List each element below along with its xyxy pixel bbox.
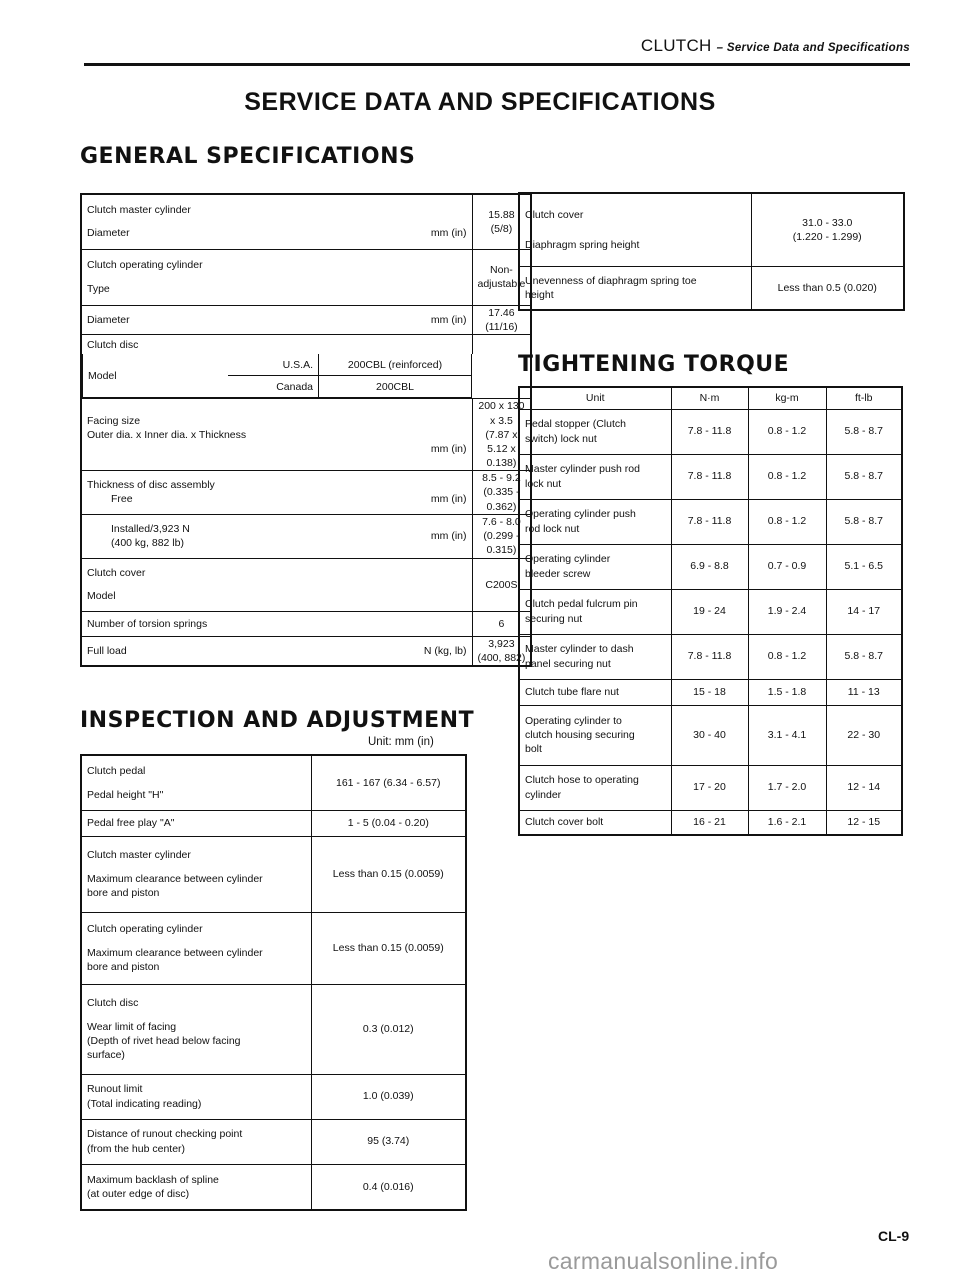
label-line: Operating cylinder push <box>525 508 636 521</box>
column-header: N·m <box>671 387 748 409</box>
torque-item-label <box>519 634 671 679</box>
market-label: Canada <box>228 375 318 397</box>
table-row <box>81 636 531 666</box>
row-label: Outer dia. x Inner dia. x Thickness <box>87 428 247 441</box>
table-row <box>519 454 902 499</box>
table-row <box>81 558 531 611</box>
label-line: Operating cylinder to <box>525 714 622 727</box>
row-label: Diameter <box>87 313 130 326</box>
label-line: Clutch cover bolt <box>525 816 604 829</box>
group-label: Clutch pedal <box>87 764 146 777</box>
torque-value-ftlb: 14 - 17 <box>826 589 902 634</box>
running-header <box>592 36 910 56</box>
value-cell: 95 (3.74) <box>311 1119 466 1164</box>
torque-value-nm: 7.8 - 11.8 <box>671 499 748 544</box>
row-label: Model <box>87 590 116 603</box>
label-line: Operating cylinder <box>525 553 611 566</box>
general-specifications-heading: GENERAL SPECIFICATIONS <box>80 144 416 169</box>
value-line: (7.87 x 5.12 x 0.138) <box>485 428 518 470</box>
group-label: Clutch master cylinder <box>87 848 191 861</box>
label-line: lock nut <box>525 477 562 490</box>
label-line: bleeder screw <box>525 567 591 580</box>
table-row <box>81 912 466 984</box>
header-subtitle: – Service Data and Specifications <box>716 42 910 54</box>
value-cell: 8.5 - 9.2 (0.335 - 0.362) <box>472 471 531 515</box>
label-line: cylinder <box>525 788 562 801</box>
label-line: Clutch hose to operating <box>525 774 639 787</box>
torque-value-nm: 15 - 18 <box>671 679 748 705</box>
torque-value-kgm: 0.8 - 1.2 <box>748 409 826 454</box>
group-label: Clutch operating cylinder <box>87 922 203 935</box>
value-cell: 0.3 (0.012) <box>311 984 466 1074</box>
torque-value-ftlb: 12 - 14 <box>826 765 902 810</box>
table-row <box>81 611 531 636</box>
row-label: bore and piston <box>87 887 160 900</box>
table-row <box>519 544 902 589</box>
page-title: SERVICE DATA AND SPECIFICATIONS <box>244 88 716 116</box>
torque-value-nm: 7.8 - 11.8 <box>671 409 748 454</box>
torque-value-kgm: 1.7 - 2.0 <box>748 765 826 810</box>
torque-value-kgm: 0.7 - 0.9 <box>748 544 826 589</box>
row-label: Number of torsion springs <box>81 611 472 636</box>
value-cell: 15.88 (5/8) <box>472 194 531 249</box>
clutch-cover-table <box>518 192 905 311</box>
header-chapter: CLUTCH <box>640 36 712 55</box>
torque-value-nm: 17 - 20 <box>671 765 748 810</box>
group-label: Clutch cover <box>525 208 584 221</box>
torque-value-kgm: 0.8 - 1.2 <box>748 454 826 499</box>
group-label: Clutch disc <box>87 996 139 1009</box>
value-cell: 1 - 5 (0.04 - 0.20) <box>311 810 466 836</box>
table-row <box>519 634 902 679</box>
torque-value-kgm: 3.1 - 4.1 <box>748 705 826 765</box>
torque-value-kgm: 0.8 - 1.2 <box>748 499 826 544</box>
value-cell: 3,923 (400, 882) <box>472 636 531 666</box>
value-cell: Less than 0.15 (0.0059) <box>311 912 466 984</box>
value-line: 200 x 130 x 3.5 <box>478 400 525 427</box>
unit-label: N (kg, lb) <box>423 644 467 657</box>
tightening-torque-heading: TIGHTENING TORQUE <box>518 352 790 377</box>
table-row <box>81 1074 466 1119</box>
table-row <box>81 194 531 249</box>
table-row <box>519 266 904 310</box>
label-line: Master cylinder push rod <box>525 463 640 476</box>
row-label: Diaphragm spring height <box>525 238 640 251</box>
label-line: clutch housing securing <box>525 728 635 741</box>
market-label: U.S.A. <box>282 358 313 371</box>
torque-item-label <box>519 499 671 544</box>
label-line: bolt <box>525 743 542 756</box>
torque-value-ftlb: 5.8 - 8.7 <box>826 499 902 544</box>
torque-value-ftlb: 5.8 - 8.7 <box>826 634 902 679</box>
row-label: Model <box>88 369 117 382</box>
row-label: (Depth of rivet head below facing <box>87 1035 241 1047</box>
unit-note: Unit: mm (in) <box>368 736 434 748</box>
column-header: kg-m <box>748 387 826 409</box>
value-cell: 7.6 - 8.0 (0.299 - 0.315) <box>472 514 531 558</box>
row-label: Maximum backlash of spline <box>87 1173 219 1186</box>
label-line: securing nut <box>525 612 583 625</box>
value-cell: 200CBL <box>376 380 414 393</box>
row-label: Runout limit <box>87 1083 143 1096</box>
row-label: (at outer edge of disc) <box>87 1187 190 1200</box>
torque-value-ftlb: 11 - 13 <box>826 679 902 705</box>
table-row <box>81 1164 466 1210</box>
torque-item-label <box>519 589 671 634</box>
table-row <box>81 984 466 1074</box>
table-row <box>81 334 531 354</box>
torque-value-nm: 7.8 - 11.8 <box>671 454 748 499</box>
group-label: Clutch cover <box>87 567 146 580</box>
group-label: Clutch operating cylinder <box>87 259 203 272</box>
torque-value-ftlb: 5.8 - 8.7 <box>826 454 902 499</box>
row-label: (from the hub center) <box>87 1142 186 1155</box>
table-row <box>81 471 531 515</box>
row-label: height <box>525 288 554 301</box>
torque-value-ftlb: 5.1 - 6.5 <box>826 544 902 589</box>
table-row <box>519 193 904 266</box>
label-line: switch) lock nut <box>525 432 597 445</box>
torque-item-label <box>519 409 671 454</box>
column-header: ft-lb <box>826 387 902 409</box>
table-row <box>81 354 531 399</box>
row-label: (400 kg, 882 lb) <box>111 537 184 550</box>
general-specifications-table <box>80 193 532 667</box>
value-cell: C200S <box>472 558 531 611</box>
row-label: Wear limit of facing <box>87 1020 177 1033</box>
value-line: 31.0 - 33.0 <box>802 216 853 229</box>
label-line: panel securing nut <box>525 657 611 670</box>
page-number: CL-9 <box>878 1228 910 1244</box>
row-label: bore and piston <box>87 961 160 974</box>
row-label: Free <box>111 493 133 506</box>
unit-label: mm (in) <box>430 442 467 455</box>
row-label: Pedal free play "A" <box>81 810 311 836</box>
torque-value-nm: 30 - 40 <box>671 705 748 765</box>
row-label: Type <box>87 282 110 295</box>
torque-value-nm: 7.8 - 11.8 <box>671 634 748 679</box>
table-row <box>81 399 531 471</box>
group-label: Clutch master cylinder <box>87 204 191 217</box>
torque-value-kgm: 1.9 - 2.4 <box>748 589 826 634</box>
value-cell: 161 - 167 (6.34 - 6.57) <box>311 755 466 810</box>
unit-label: mm (in) <box>430 227 467 240</box>
torque-value-kgm: 1.5 - 1.8 <box>748 679 826 705</box>
row-label: Maximum clearance between cylinder <box>87 946 263 959</box>
watermark: carmanualsonline.info <box>548 1248 779 1274</box>
row-label: Facing size <box>87 414 141 427</box>
table-header-row <box>519 387 902 409</box>
table-row <box>519 679 902 705</box>
row-label: Distance of runout checking point <box>87 1128 243 1141</box>
label-line: Pedal stopper (Clutch <box>525 418 626 431</box>
torque-value-ftlb: 5.8 - 8.7 <box>826 409 902 454</box>
label-line: Clutch tube flare nut <box>525 685 619 698</box>
table-row <box>81 305 531 334</box>
value-cell: 0.4 (0.016) <box>311 1164 466 1210</box>
value-line: (1.220 - 1.299) <box>792 230 862 243</box>
torque-item-label <box>519 765 671 810</box>
unit-label: mm (in) <box>430 493 467 506</box>
group-label: Thickness of disc assembly <box>87 479 215 492</box>
torque-value-kgm: 0.8 - 1.2 <box>748 634 826 679</box>
inspection-adjustment-table <box>80 754 467 1211</box>
torque-value-kgm: 1.6 - 2.1 <box>748 810 826 835</box>
table-row <box>519 765 902 810</box>
torque-value-ftlb: 12 - 15 <box>826 810 902 835</box>
group-label: Clutch disc <box>81 334 472 354</box>
value-cell: Non-adjustable <box>472 249 531 305</box>
table-row <box>81 836 466 912</box>
table-row <box>81 514 531 558</box>
row-label: (Total indicating reading) <box>87 1097 202 1110</box>
row-label: Diameter <box>87 227 130 240</box>
value-cell: Less than 0.5 (0.020) <box>751 266 904 310</box>
label-line: rod lock nut <box>525 522 580 535</box>
value-cell: 6 <box>472 611 531 636</box>
table-row <box>519 589 902 634</box>
torque-value-nm: 19 - 24 <box>671 589 748 634</box>
torque-item-label <box>519 810 671 835</box>
torque-item-label <box>519 679 671 705</box>
value-cell: 200CBL (reinforced) <box>319 354 471 376</box>
label-line: Clutch pedal fulcrum pin <box>525 598 638 611</box>
unit-label: mm (in) <box>430 530 467 543</box>
table-row <box>81 249 531 305</box>
label-line: Master cylinder to dash <box>525 643 634 656</box>
unit-label: mm (in) <box>430 313 467 326</box>
torque-item-label <box>519 705 671 765</box>
table-row <box>519 499 902 544</box>
torque-value-nm: 16 - 21 <box>671 810 748 835</box>
row-label: Installed/3,923 N <box>111 523 190 536</box>
torque-item-label <box>519 544 671 589</box>
column-header: Unit <box>519 387 671 409</box>
row-label: Unevenness of diaphragm spring toe <box>525 274 697 287</box>
torque-value-nm: 6.9 - 8.8 <box>671 544 748 589</box>
table-row <box>81 1119 466 1164</box>
table-row <box>81 755 466 810</box>
table-row <box>519 810 902 835</box>
row-label: Pedal height "H" <box>87 788 164 801</box>
table-row <box>519 705 902 765</box>
table-row <box>81 810 466 836</box>
row-label: Maximum clearance between cylinder <box>87 872 263 885</box>
value-cell: 1.0 (0.039) <box>311 1074 466 1119</box>
value-cell: Less than 0.15 (0.0059) <box>311 836 466 912</box>
inspection-adjustment-heading: INSPECTION AND ADJUSTMENT <box>80 708 475 733</box>
torque-value-ftlb: 22 - 30 <box>826 705 902 765</box>
value-cell: 17.46 (11/16) <box>472 305 531 334</box>
torque-item-label <box>519 454 671 499</box>
tightening-torque-table <box>518 386 903 836</box>
row-label: Full load <box>87 644 127 657</box>
row-label: surface) <box>87 1049 125 1062</box>
table-row <box>519 409 902 454</box>
header-rule <box>84 63 910 66</box>
